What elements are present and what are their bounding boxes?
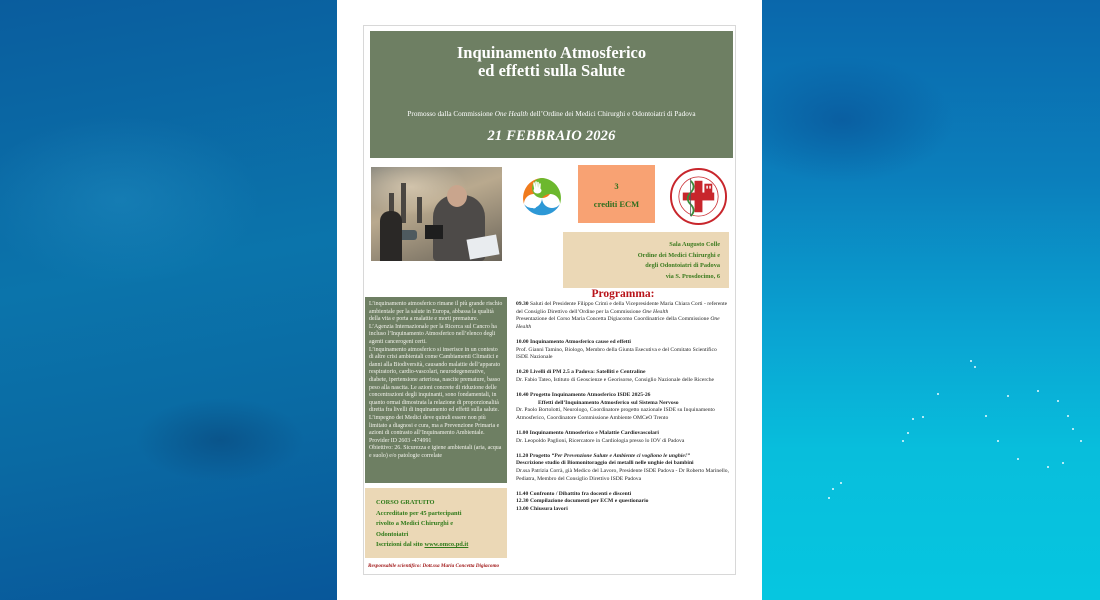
program-title: Programma: [591,288,655,300]
poster-page [337,0,762,600]
poster-header [370,31,733,158]
program-section [516,288,730,514]
ecm-credits-label: crediti ECM [593,199,640,209]
venue-hall: Sala Augusto Colle [669,241,720,248]
ecm-credits-number: 3 [614,181,619,191]
promoter-text: Promosso dalla Commissione One Health dell’Ordine dei Medici Chirurghi e Odontoiatri di Padova [407,110,696,118]
background-water-right [762,0,1100,600]
venue-org-line1: Ordine dei Medici Chirurghi e [637,251,720,259]
poster-document [363,25,736,575]
title-line-1: Inquinamento Atmosferico [456,43,647,62]
program-closing-item: 12.30 Compilazione documenti per ECM e questionario [516,498,649,505]
intro-paragraph: L’impegno dei Medici deve quindi essere non più limitato a diagnosi e cura, ma a Prevenzione Primaria e azioni di contrasto all’Inquinamento Ambientale. [369,414,500,437]
course-free-label: CORSO GRATUITO [376,499,435,506]
title-line-2: ed effetti sulla Salute [477,61,626,80]
program-closing-item: 11.40 Confronto / Dibattito fra docenti e discenti [516,490,632,497]
poster-title [370,44,733,80]
objective-text: Obiettivo: 26. Sicurezza e igiene ambientali (aria, acqua e suolo) e/o patologie correlate [369,445,502,459]
program-item: 11.00 Inquinamento Atmosferico e Malattie Cardiovascolari Dr. Leopoldo Paglioni, Ricercatore in Cardiologia presso lo IOV di Padova [516,430,685,444]
masked-person-figure [380,211,402,261]
program-closing [516,491,730,514]
intro-paragraph: L’inquinamento atmosferico si inserisce in un contesto di altre crisi ambientali come Cambiamenti Climatici e danni alla Biodiversità, causando malattie dell’apparato respiratorio, cardio-vascolari, neurodegenerative, diabete, ipertensione arteriosa, nascite premature, basso peso alla nascita. Le azioni concrete di riduzione delle concentrazioni degli inquinanti, sono fondamentali, in quanto ormai dimostrata la relazione di proporzionalità diretta fra livelli di inquinamento ed effetti sulla salute. [369,346,501,414]
program-closing-item: 13.00 Chiusura lavori [516,506,568,513]
program-item: 10.40 Progetto Inquinamento Atmosferico ISDE 2025-26 Effetti dell’Inquinamento Atmosferico sul Sistema Nervoso Dr. Paolo Bortolotti, Neurologo, Coordinatore progetto nazionale ISDE su Inquinamento Atmosferico, Coordinatore Commissione Ambiente OMCeO Trento [516,392,715,421]
course-info-box [365,488,507,558]
course-registration: Iscrizioni dal sito www.omco.pd.it [376,541,469,549]
intro-paragraph: L’inquinamento atmosferico rimane il più grande rischio ambientale per la salute in Europa, abbassa la qualità della vita e porta a malattie e morti premature. L’Agenzia Internazionale per la Ricerca sul Cancro ha incluso l’Inquinamento Atmosferico nell’elenco degli agenti cancerogeni certi. [369,301,503,345]
pollution-photo [371,167,502,261]
medical-order-seal-icon [669,167,728,226]
intro-text-box [365,297,507,483]
background-water-left [0,0,337,600]
program-item: 09.30 Saluti del Presidente Filippo Crimì e della Vicepresidente Maria Chiara Corti - referente del Consiglio Direttivo dell’Ordine per la Commissione One Health Presentazione del Corso Maria Concetta Digiacomo Coordinatrice della Commissione One Health [516,301,728,330]
venue-address: via S. Prosdocimo, 6 [665,272,720,280]
course-audience-line1: rivolto a Medici Chirurghi e [376,520,454,528]
ecm-credits-box [578,165,655,223]
course-participants: Accreditato per 45 partecipanti [376,509,462,517]
event-date: 21 FEBBRAIO 2026 [487,128,616,144]
course-audience-line2: Odontoiatri [376,530,409,538]
one-health-logo-icon [520,176,564,220]
program-item: 10.20 Livelli di PM 2.5 a Padova: Satelliti e Centraline Dr. Fabio Tateo, Istituto di Geoscienze e Georisorse, Consiglio Nazionale delle Ricerche [516,369,715,383]
scientific-lead: Responsabile scientifico: Dott.ssa Maria Concetta Digiacomo [368,563,500,569]
registration-link[interactable]: www.omco.pd.it [424,541,469,549]
provider-id: Provider ID 2603 -474991 [369,437,432,444]
program-item: 10.00 Inquinamento Atmosferico cause ed effetti Prof. Gianni Tamino, Biologo, Membro della Giunta Esecutiva e del Comitato Scientifico ISDE Nazionale [516,338,717,361]
venue-box [563,232,729,288]
program-item: 11.20 Progetto “Per Prevenzione Salute e Ambiente ci vogliono le unghie!” Descrizione studio di Biomonitoraggio dei metalli nelle unghie dei bambini Dr.ssa Patrizia Corrà, già Medico del Lavoro, Presidente ISDE Padova - Dr Roberto Marinello, Pediatra, Membro del Consiglio Direttivo ISDE Padova [516,452,729,482]
venue-org-line2: degli Odontoiatri di Padova [645,262,720,269]
